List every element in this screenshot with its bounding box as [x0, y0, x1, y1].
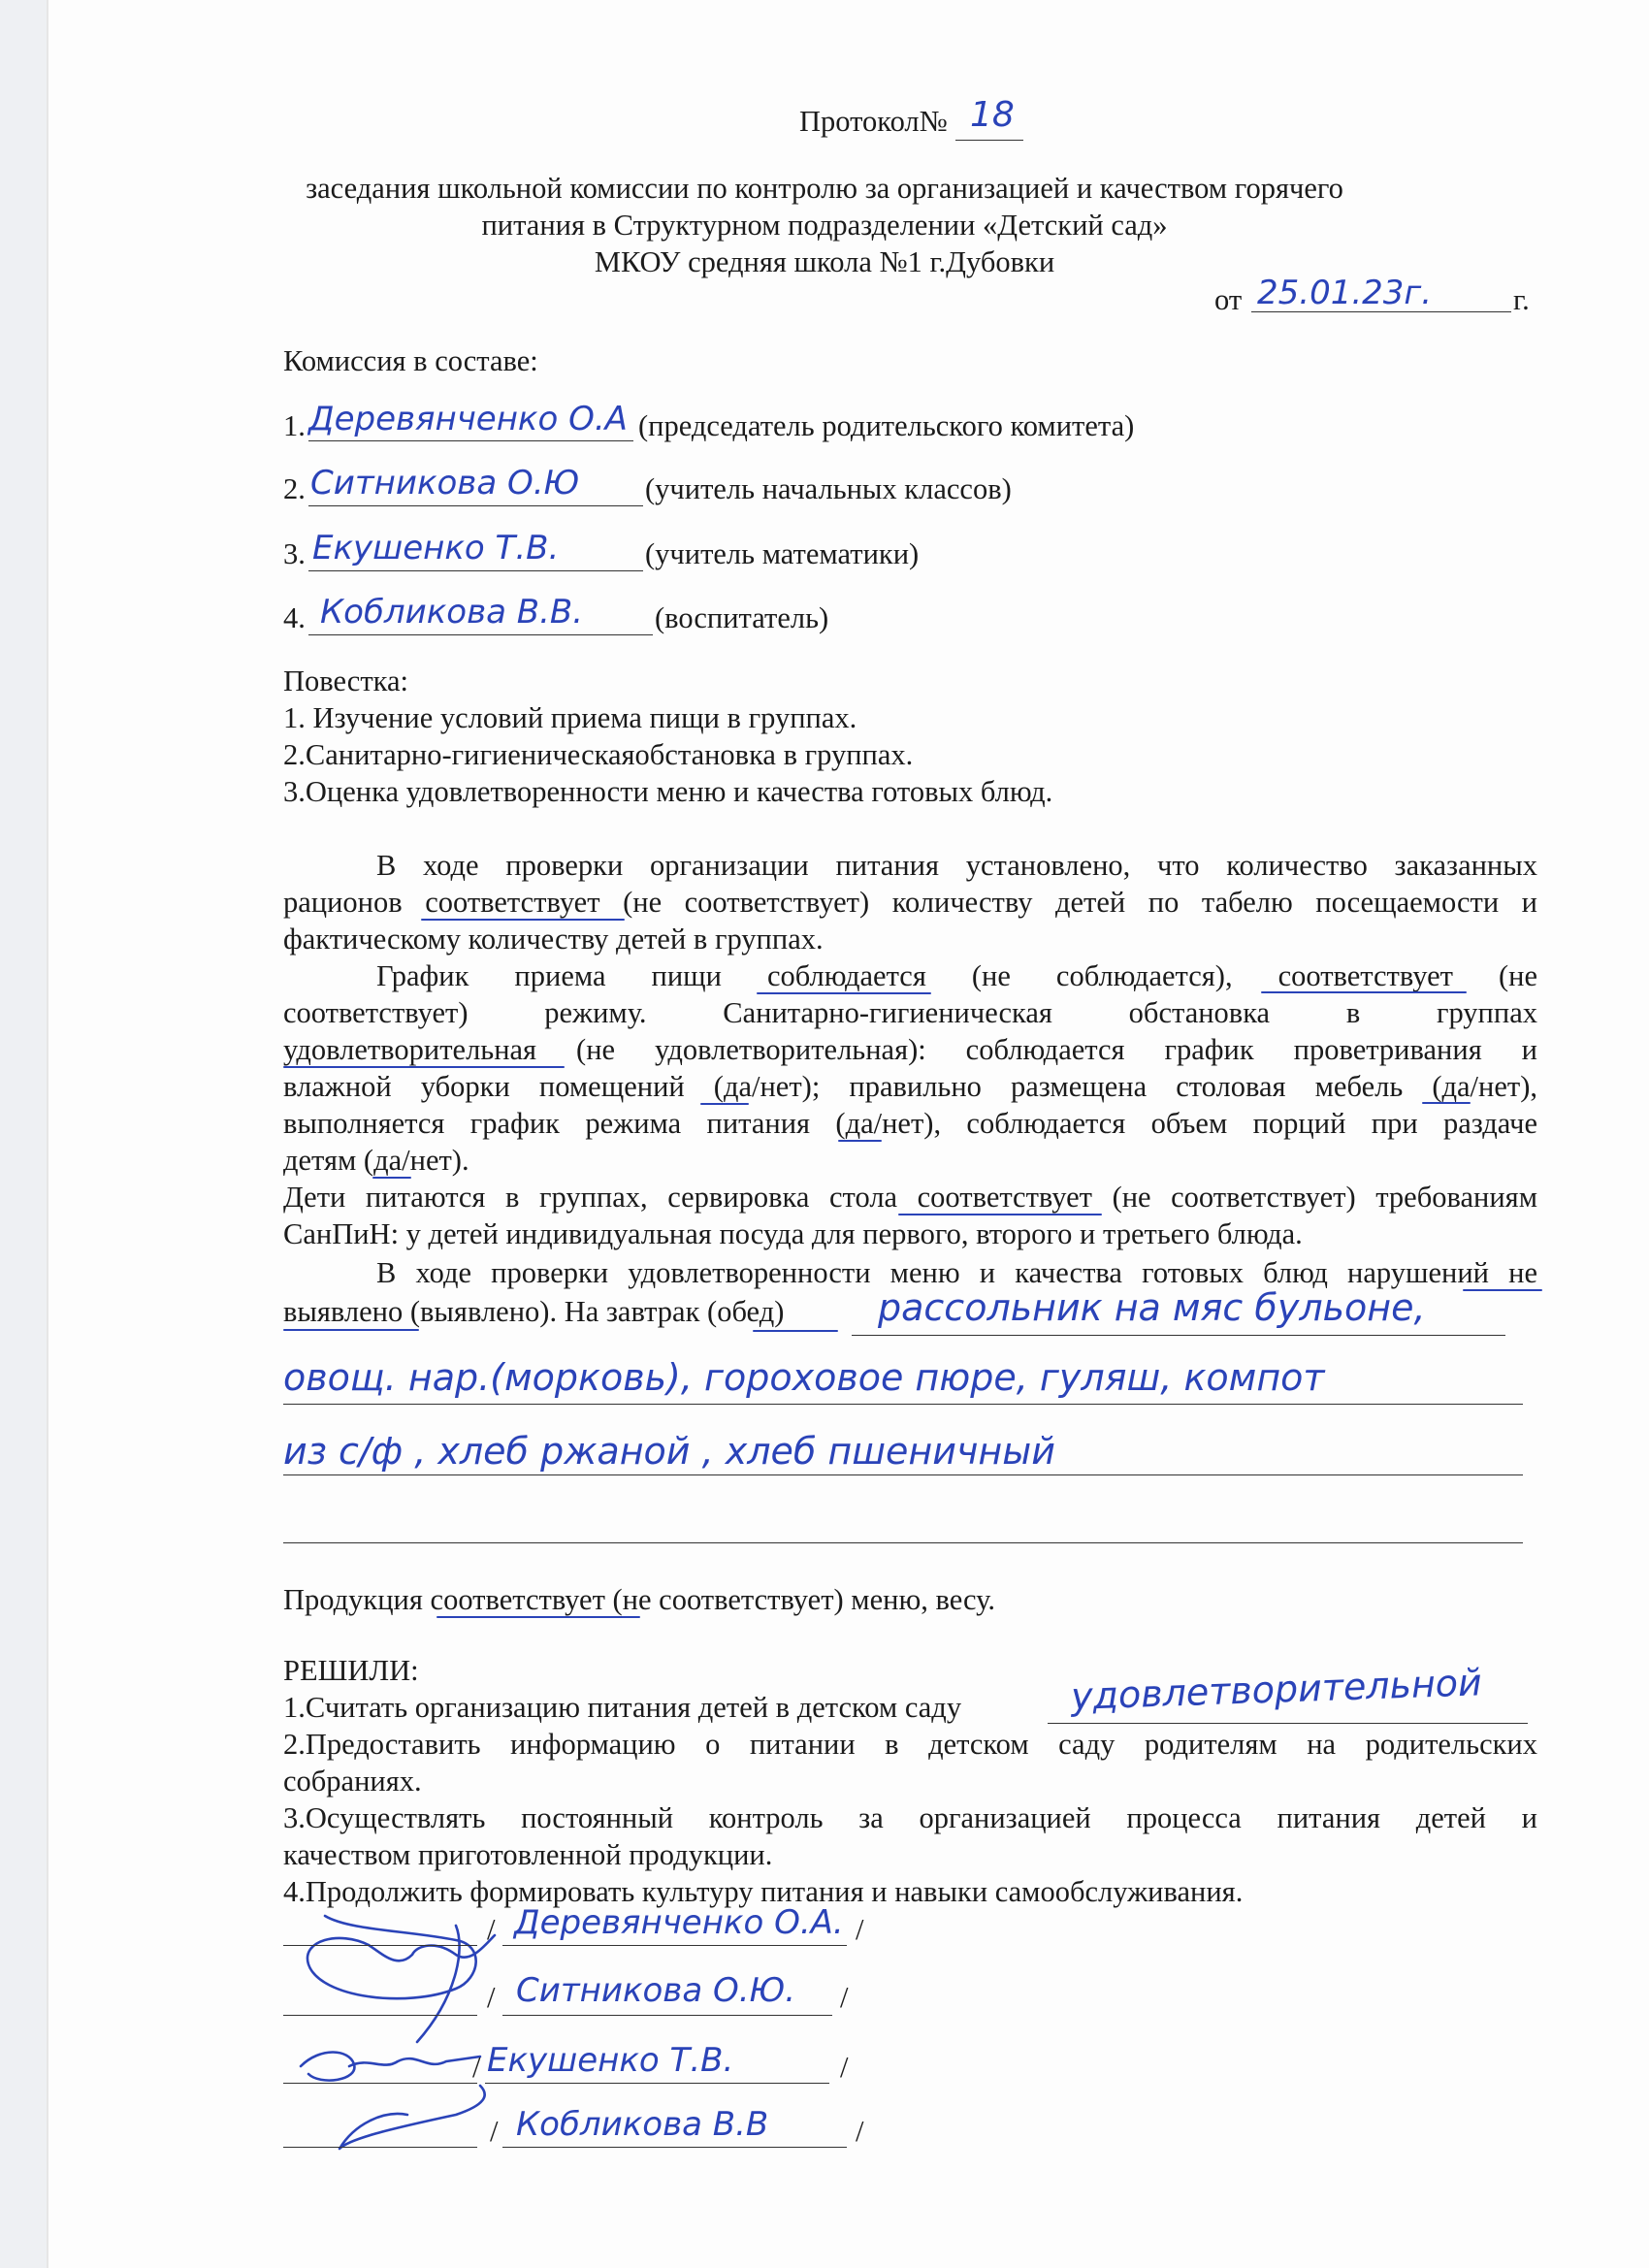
agenda-item-3: 3.Оценка удовлетворенности меню и качества готовых блюд.: [283, 775, 1053, 808]
protocol-number-line: [955, 140, 1023, 141]
member-3-name: Екушенко Т.В.: [312, 529, 560, 567]
body-line-3: фактическому количеству детей в группах.: [283, 923, 824, 956]
signature-1-end: /: [856, 1913, 864, 1946]
commission-heading: Комиссия в составе:: [283, 344, 538, 377]
menu-handwritten-3: из с/ф , хлеб ржаной , хлеб пшеничный: [283, 1430, 1055, 1473]
signature-3-end: /: [840, 2051, 849, 2084]
body-line-14: Продукция соответствует (не соответствует) меню, весу.: [283, 1583, 995, 1616]
agenda-item-2: 2.Санитарно-гигиеническаяобстановка в группах.: [283, 738, 914, 771]
pen-underline: [898, 1214, 1102, 1215]
member-4-name: Кобликова В.В.: [320, 593, 584, 632]
pen-underline: [838, 1140, 882, 1142]
body-line-2: рационов соответствует (не соответствует) количеству детей по табелю посещаемости и: [283, 886, 1537, 919]
header-line-1: заседания школьной комиссии по контролю за организацией и качеством горячего: [306, 172, 1343, 205]
member-3-line: [308, 570, 643, 571]
body-line-7: влажной уборки помещений (да/нет); правильно размещена столовая мебель (да/нет),: [283, 1070, 1537, 1103]
signature-2-name-line: [502, 2015, 832, 2016]
body-line-8: выполняется график режима питания (да/нет), соблюдается объем порций при раздаче: [283, 1107, 1537, 1140]
decision-4: 4.Продолжить формировать культуру питания и навыки самообслуживания.: [283, 1875, 1244, 1908]
member-4-num: 4.: [283, 601, 306, 634]
decision-3b: качеством приготовленной продукции.: [283, 1838, 773, 1871]
pen-underline: [283, 1066, 565, 1068]
member-1-role: (председатель родительского комитета): [638, 409, 1135, 442]
member-1-num: 1.: [283, 409, 306, 442]
pen-underline: [1422, 1102, 1471, 1104]
signature-4-end: /: [856, 2115, 864, 2148]
header-line-2: питания в Структурном подразделении «Детский сад»: [481, 209, 1168, 242]
signature-2-line: [283, 2015, 477, 2016]
signature-1-name: Деревянченко О.А.: [514, 1903, 844, 1942]
member-1-line: [308, 440, 633, 441]
signature-3-name: Екушенко Т.В.: [487, 2041, 734, 2080]
date-prefix: от: [1214, 283, 1243, 316]
decision-heading: РЕШИЛИ:: [283, 1654, 419, 1687]
body-line-12: В ходе проверки удовлетворенности меню и качества готовых блюд нарушений не: [376, 1256, 1537, 1289]
member-2-line: [308, 505, 643, 506]
signature-4-name: Кобликова В.В: [516, 2105, 769, 2144]
menu-line-3: [283, 1474, 1523, 1475]
member-4-line: [308, 634, 653, 635]
decision-3a: 3.Осуществлять постоянный контроль за организацией процесса питания детей и: [283, 1801, 1537, 1834]
member-2-num: 2.: [283, 472, 306, 505]
date-line: [1251, 311, 1511, 312]
signature-1-name-line: [502, 1945, 847, 1946]
body-line-11: СанПиН: у детей индивидуальная посуда для первого, второго и третьего блюда.: [283, 1217, 1303, 1250]
pen-underline: [372, 1177, 411, 1179]
protocol-title-prefix: Протокол№: [799, 105, 948, 138]
member-3-role: (учитель математики): [645, 537, 920, 570]
menu-line-1: [852, 1335, 1505, 1336]
page-edge: [0, 0, 47, 2268]
agenda-heading: Повестка:: [283, 664, 409, 697]
header-line-3: МКОУ средняя школа №1 г.Дубовки: [594, 245, 1055, 278]
member-4-role: (воспитатель): [655, 601, 829, 634]
signature-3-name-line: [485, 2083, 829, 2084]
menu-line-2: [283, 1404, 1523, 1405]
pen-underline: [700, 1103, 749, 1105]
signature-2-sep: /: [487, 1981, 496, 2014]
decision-2b: собраниях.: [283, 1765, 422, 1798]
decision-2a: 2.Предоставить информацию о питании в детском саду родителям на родительских: [283, 1728, 1537, 1761]
protocol-title: [799, 103, 948, 140]
menu-handwritten-2: овощ. нар.(морковь), гороховое пюре, гуляш, компот: [283, 1356, 1325, 1399]
decision-1: 1.Считать организацию питания детей в детском саду: [283, 1691, 962, 1724]
signature-2-name: Ситникова О.Ю.: [516, 1971, 796, 2010]
body-line-6: удовлетворительная (не удовлетворительная): соблюдается график проветривания и: [283, 1033, 1537, 1066]
signature-4-line: [283, 2147, 477, 2148]
pen-underline: [421, 919, 625, 921]
pen-underline: [1261, 991, 1467, 993]
body-line-13: выявлено (выявлено). На завтрак (обед): [283, 1295, 785, 1328]
signature-4-sep: /: [490, 2115, 499, 2148]
signature-3-sep: /: [472, 2051, 481, 2084]
date-suffix: г.: [1513, 283, 1530, 316]
date-handwritten: 25.01.23г.: [1257, 274, 1433, 312]
body-line-10: Дети питаются в группах, сервировка стола соответствует (не соответствует) требованиям: [283, 1181, 1537, 1214]
pen-underline: [753, 1330, 838, 1332]
body-line-1: В ходе проверки организации питания установлено, что количество заказанных: [376, 849, 1537, 882]
member-3-num: 3.: [283, 537, 306, 570]
signature-2-end: /: [840, 1981, 849, 2014]
menu-line-4: [283, 1542, 1523, 1543]
pen-underline: [283, 1329, 419, 1331]
member-2-name: Ситникова О.Ю: [310, 464, 580, 502]
pen-underline: [436, 1616, 640, 1618]
signature-4-name-line: [502, 2147, 847, 2148]
body-line-4: График приема пищи соблюдается (не соблюдается), соответствует (не: [376, 959, 1537, 992]
pen-underline: [757, 992, 931, 994]
body-line-9: детям (да/нет).: [283, 1144, 469, 1177]
decision-1-value: удовлетворительной: [1070, 1661, 1483, 1718]
decision-1-line: [1048, 1723, 1528, 1724]
menu-handwritten-1: рассольник на мяс бульоне,: [878, 1286, 1426, 1329]
member-1-name: Деревянченко О.А: [308, 400, 628, 438]
pen-underline: [1463, 1289, 1542, 1291]
agenda-item-1: 1. Изучение условий приема пищи в группах.: [283, 701, 857, 734]
member-2-role: (учитель начальных классов): [645, 472, 1012, 505]
protocol-number: 18: [970, 95, 1015, 135]
signature-1-line: [283, 1945, 477, 1946]
signature-1-sep: /: [487, 1913, 496, 1946]
body-line-5: соответствует) режиму. Санитарно-гигиеническая обстановка в группах: [283, 996, 1537, 1029]
signature-3-line: [283, 2083, 477, 2084]
